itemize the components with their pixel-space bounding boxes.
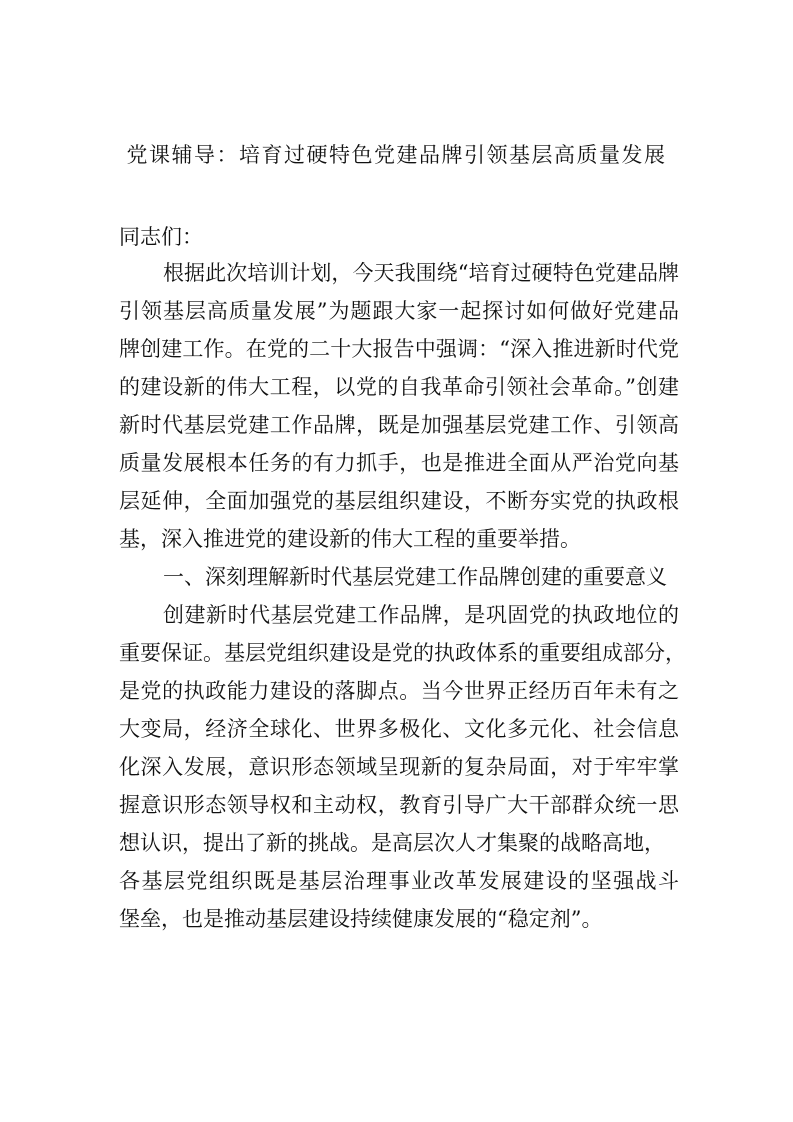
paragraph-line: 质量发展根本任务的有力抓手，也是推进全面从严治党向基	[119, 451, 679, 475]
paragraph-line: 基，深入推进党的建设新的伟大工程的重要举措。	[119, 527, 581, 551]
paragraph-line: 是党的执政能力建设的落脚点。当今世界正经历百年未有之	[119, 679, 679, 703]
paragraph-line: 化深入发展，意识形态领域呈现新的复杂局面，对于牢牢掌	[119, 755, 679, 779]
paragraph-line: 大变局，经济全球化、世界多极化、文化多元化、社会信息	[119, 717, 679, 741]
paragraph-line: 层延伸，全面加强党的基层组织建设，不断夯实党的执政根	[119, 489, 679, 513]
paragraph-line: 牌创建工作。在党的二十大报告中强调：“深入推进新时代党	[119, 337, 679, 361]
document-title: 党课辅导：培育过硬特色党建品牌引领基层高质量发展	[126, 143, 667, 167]
paragraph-line: 握意识形态领导权和主动权，教育引导广大干部群众统一思	[119, 793, 679, 817]
paragraph-line: 重要保证。基层党组织建设是党的执政体系的重要组成部分，	[119, 641, 686, 665]
paragraph-line: 的建设新的伟大工程，以党的自我革命引领社会革命。”创建	[119, 375, 679, 399]
paragraph-line: 创建新时代基层党建工作品牌，是巩固党的执政地位的	[163, 603, 679, 627]
paragraph-line: 根据此次培训计划，今天我围绕“培育过硬特色党建品牌	[163, 261, 679, 285]
paragraph-line: 堡垒，也是推动基层建设持续健康发展的“稳定剂”。	[119, 907, 603, 931]
document-body	[119, 254, 686, 938]
salutation: 同志们：	[119, 225, 203, 249]
paragraph-line: 各基层党组织既是基层治理事业改革发展建设的坚强战斗	[119, 869, 679, 893]
paragraph-line: 引领基层高质量发展”为题跟大家一起探讨如何做好党建品	[119, 299, 679, 323]
paragraph-line: 想认识，提出了新的挑战。是高层次人才集聚的战略高地，	[119, 831, 665, 855]
paragraph-line: 新时代基层党建工作品牌，既是加强基层党建工作、引领高	[119, 413, 679, 437]
section-heading: 一、深刻理解新时代基层党建工作品牌创建的重要意义	[163, 565, 667, 589]
